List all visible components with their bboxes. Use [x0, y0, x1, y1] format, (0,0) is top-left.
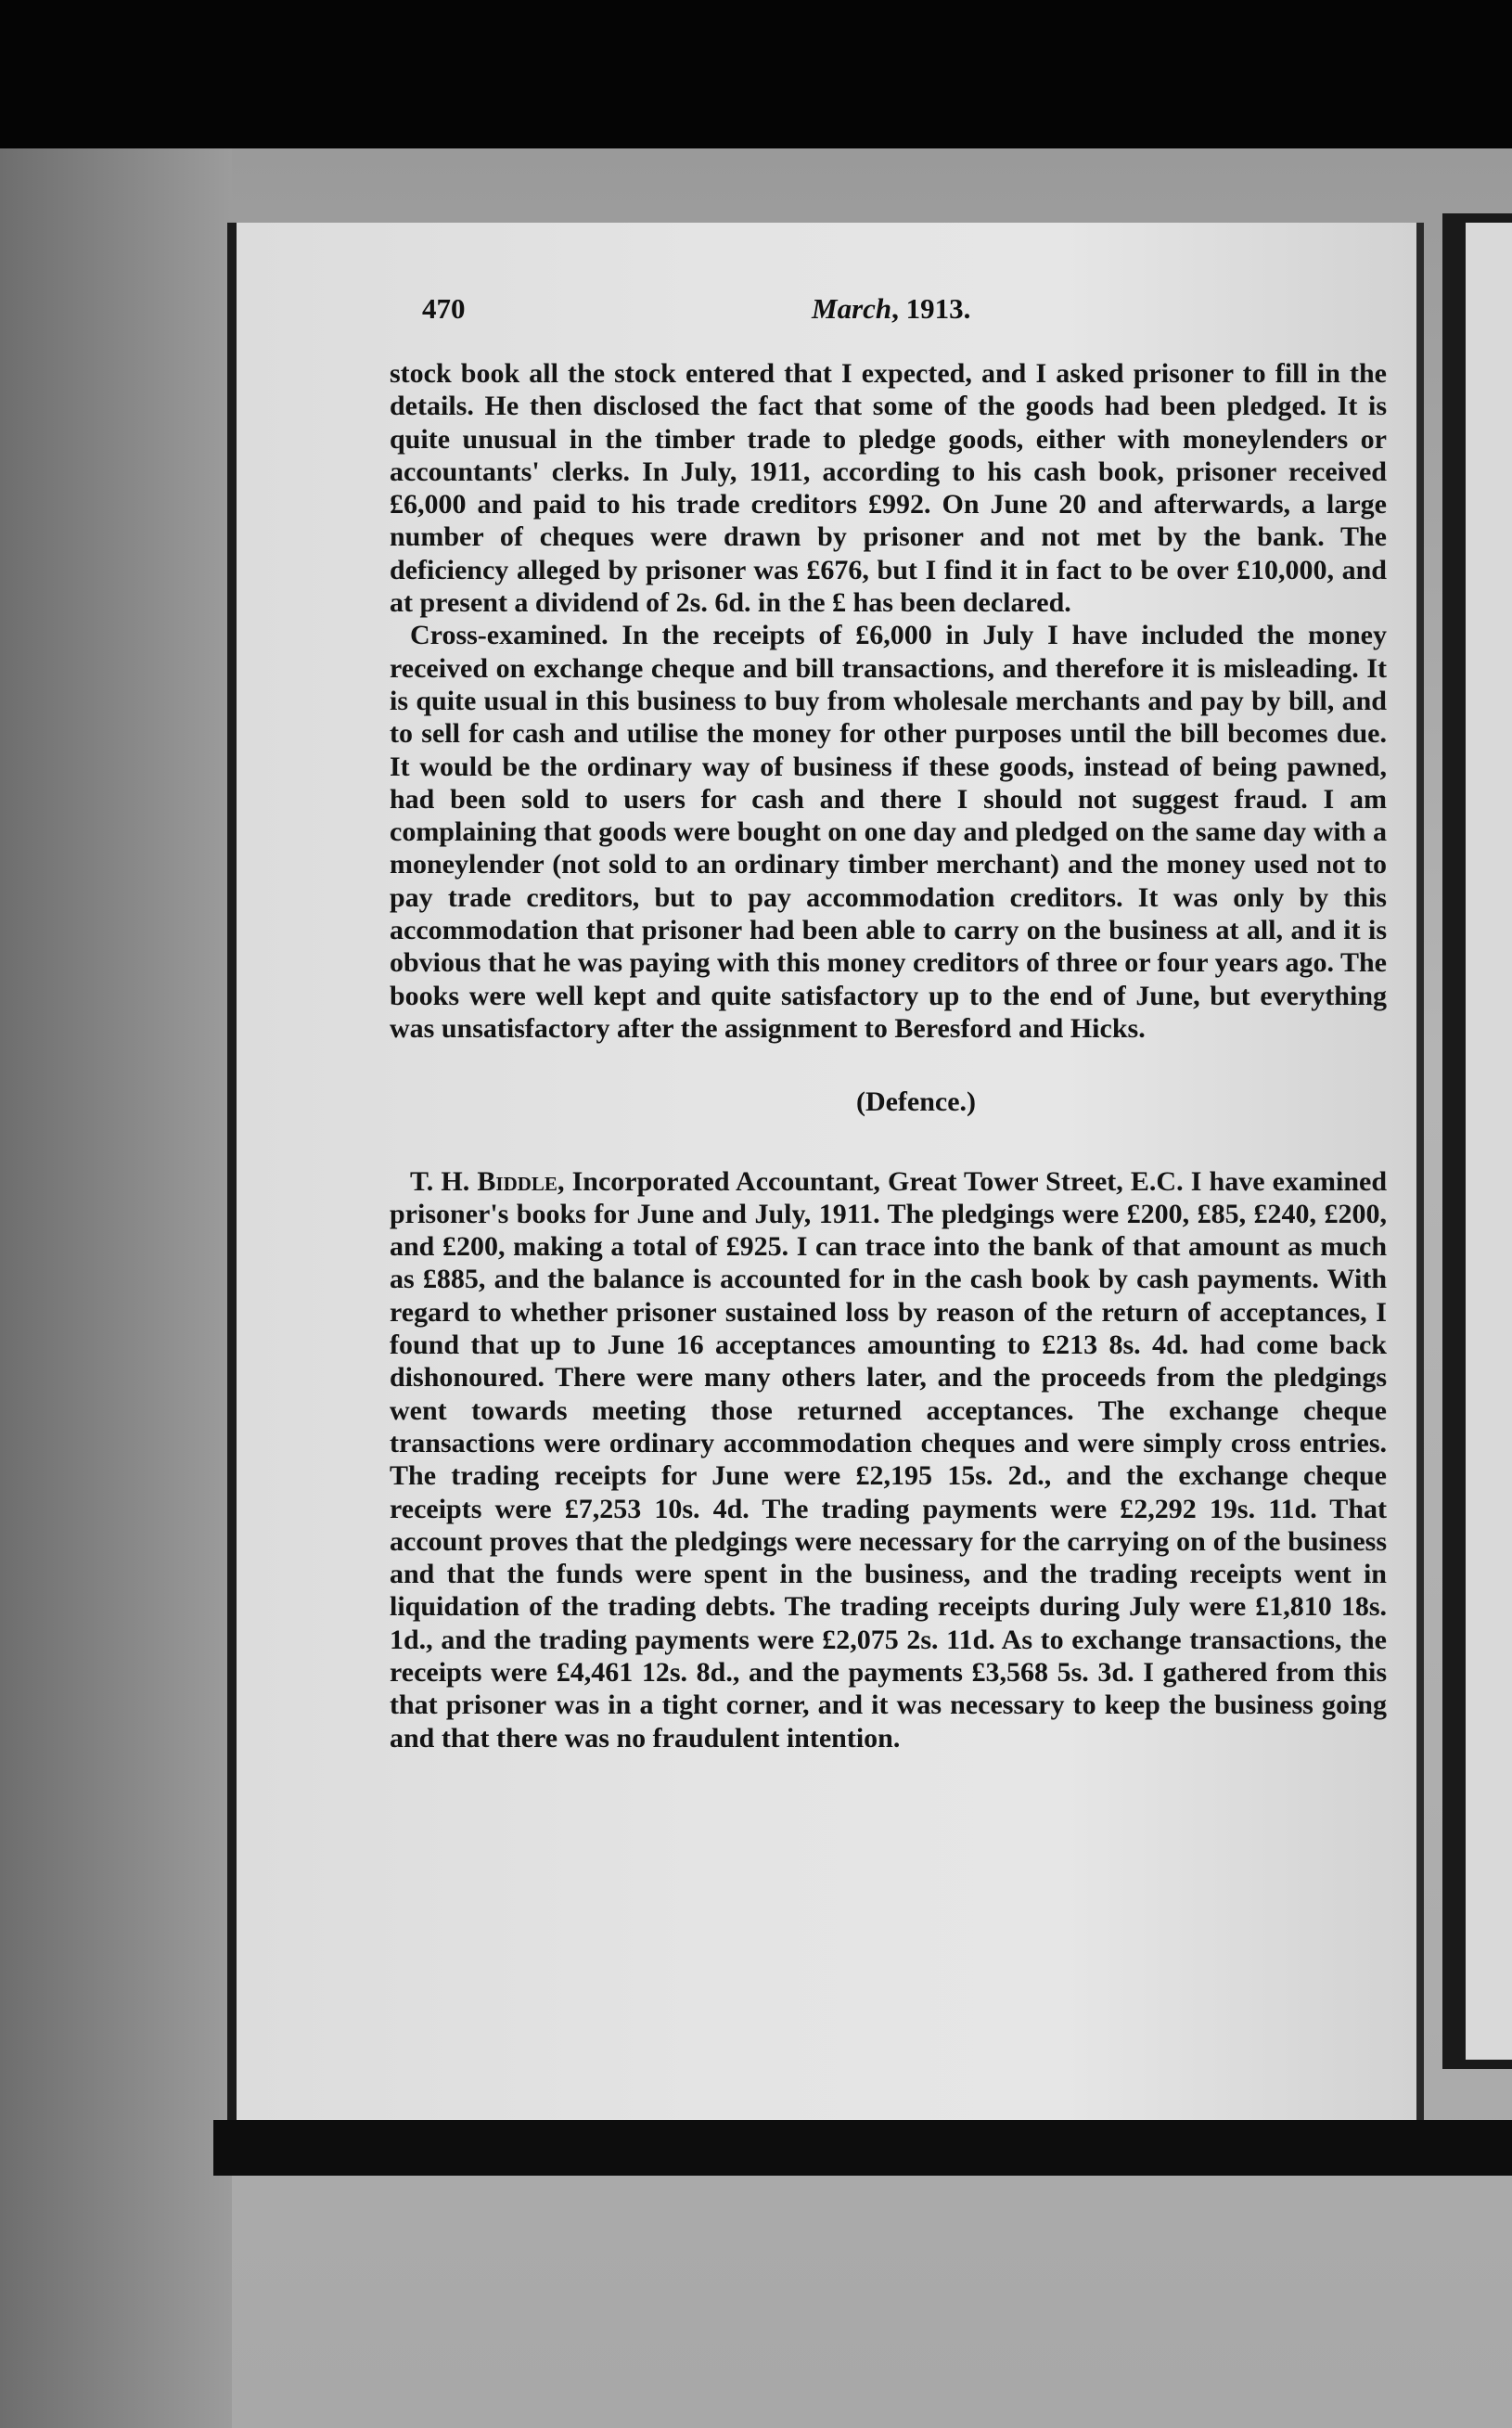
scan-bottom-border: [213, 2120, 1512, 2176]
running-title-year: , 1913.: [891, 292, 971, 325]
paragraph-evidence: stock book all the stock entered that I expected, and I asked prisoner to fill in the details. He then disclosed the fact that some of the goods had been pledged. It is quite unusual in the timber trade to pledge goods, either with moneylenders or accountants' clerks. In July, 1911, according to his cash book, prisoner received £6,000 and paid to his trade creditors £992. On June 20 and afterwards, a large number of cheques were drawn by prisoner and not met by the bank. The deficiency alleged by prisoner was £676, but I find it in fact to be over £10,000, and at present a dividend of 2s. 6d. in the £ has been declared.: [390, 358, 1387, 619]
witness-testimony: , Incorporated Accountant, Great Tower Street, E.C. I have examined prisoner's books for June and July, 1911. The pledgings were £200, £85, £240, £200, and £200, making a total of £925. I can trace into the bank of that amount as much as £885, and the balance is accounted for in the cash book by cash payments. With regard to whether prisoner sustained loss by reason of the return of acceptances, I found that up to June 16 acceptances amounting to £213 8s. 4d. had come back dishonoured. There were many others later, and the proceeds from the pledgings went towards meeting those returned acceptances. The exchange cheque transactions were ordinary accommodation cheques and were simply cross entries. The trading receipts for June were £2,195 15s. 2d., and the exchange cheque receipts were £7,253 10s. 4d. The trading payments were £2,292 19s. 11d. That account proves that the pledgings were necessary for the carrying on of the business and that the funds were spent in the business, and the trading receipts went in liquidation of the trading debts. The trading receipts during July were £1,810 18s. 1d., and the trading payments were £2,075 2s. 11d. As to exchange transactions, the receipts were £4,461 12s. 8d., and the payments £3,568 5s. 3d. I gathered from this that prisoner was in a tight corner, and it was necessary to keep the business going and that there was no fraudulent intention.: [390, 1165, 1387, 1754]
scan-top-border: [0, 0, 1512, 158]
running-title: [812, 292, 970, 326]
facing-page-paper: [1466, 223, 1512, 2060]
book-page: [227, 223, 1424, 2125]
running-title-month: March: [812, 292, 892, 325]
scan-left-shadow: [0, 148, 232, 2428]
body-text: [390, 357, 1387, 1754]
section-heading-defence: (Defence.): [855, 1086, 977, 1118]
page-number: 470: [422, 292, 466, 325]
paragraph-cross-examination: Cross-examined. In the receipts of £6,000 in July I have included the money received on exchange cheque and bill transactions, and therefore it is misleading. It is quite usual in this business to buy from wholesale merchants and pay by bill, and to sell for cash and utilise the money for other purposes until the bill becomes due. It would be the ordinary way of business if these goods, instead of being pawned, had been sold to users for cash and there I should not suggest fraud. I am complaining that goods were bought on one day and pledged on the same day with a moneylender (not sold to an ordinary timber merchant) and the money used not to pay trade creditors, but to pay accommodation creditors. It was only by this accommodation that prisoner had been able to carry on the business at all, and it is obvious that he was paying with this money creditors of three or four years ago. The books were well kept and quite satisfactory up to the end of June, but everything was unsatisfactory after the assignment to Beresford and Hicks.: [390, 620, 1387, 1044]
running-header: [422, 292, 1211, 339]
paragraph-defence-witness: [390, 1165, 1387, 1754]
witness-name: T. H. Biddle: [410, 1165, 557, 1197]
